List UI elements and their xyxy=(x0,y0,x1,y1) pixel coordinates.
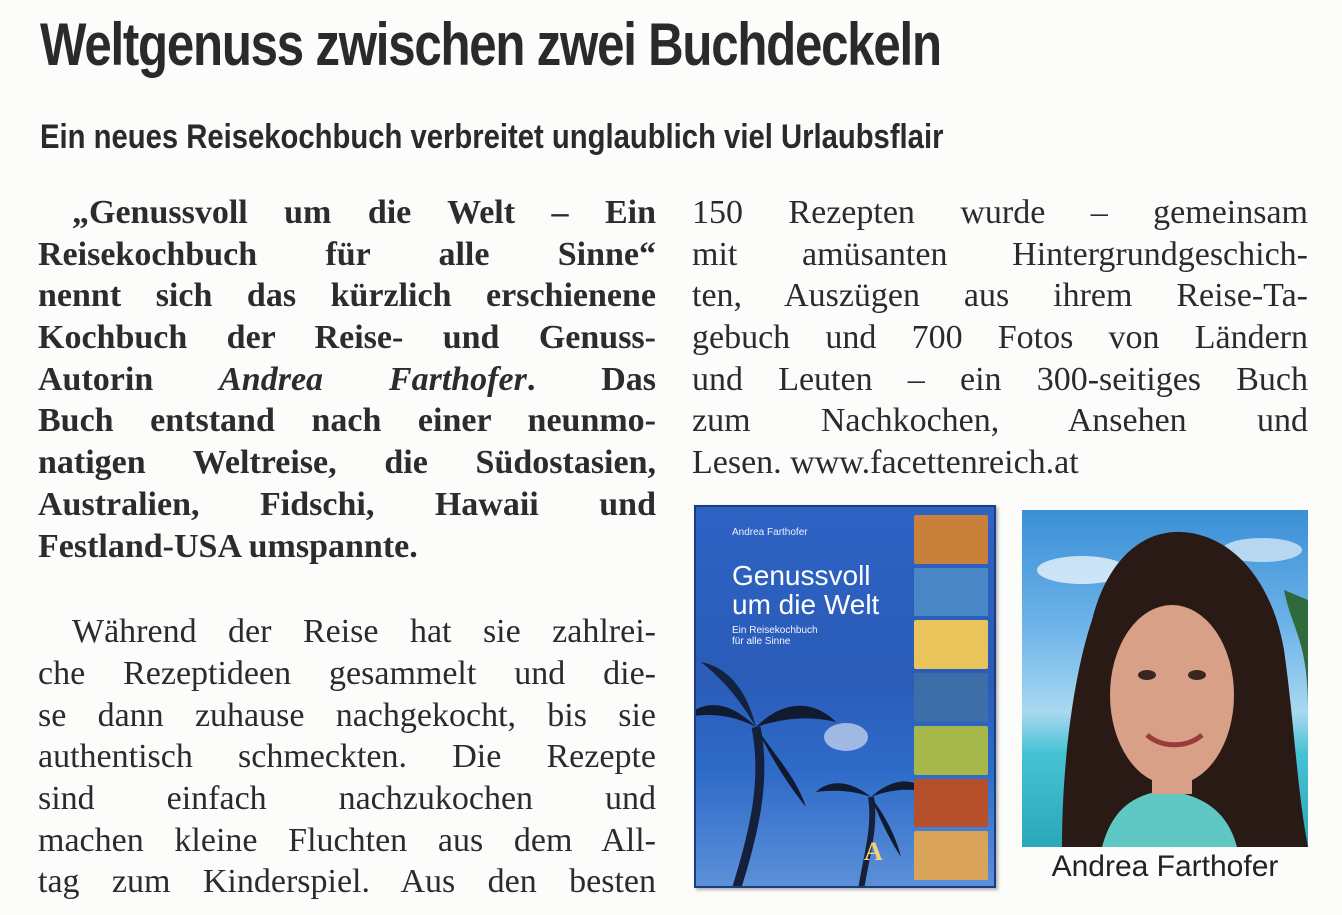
body-line: authentisch schmeckten. Die Rezepte xyxy=(38,738,656,776)
subheadline: Ein neues Reisekochbuch verbreitet unglaublich viel Urlaubsflair xyxy=(40,118,944,156)
body-line: ten, Auszügen aus ihrem Reise-Ta- xyxy=(692,277,1308,315)
palm-tree-illustration xyxy=(696,657,926,888)
lead-line-author xyxy=(38,359,656,401)
body-line: Während der Reise hat sie zahlrei- xyxy=(72,613,656,651)
body-line: und Leuten – ein 300-seitiges Buch xyxy=(692,360,1308,398)
body-line: se dann zuhause nachgekocht, bis sie xyxy=(38,696,656,734)
lead-line: „Genussvoll um die Welt – Ein xyxy=(72,194,656,231)
body-line: Lesen. www.facettenreich.at xyxy=(692,444,1079,482)
book-title xyxy=(732,561,879,619)
book-photo-tile xyxy=(914,515,988,564)
book-photo-strip xyxy=(914,515,988,880)
body-line: sind einfach nachzukochen und xyxy=(38,779,656,817)
book-photo-tile xyxy=(914,726,988,775)
book-photo-tile xyxy=(914,831,988,880)
body-line: tag zum Kinderspiel. Aus den besten xyxy=(38,863,656,901)
body-line: machen kleine Fluchten aus dem All- xyxy=(38,821,656,859)
lead-paragraph xyxy=(38,192,656,567)
author-portrait-image xyxy=(1022,510,1308,847)
portrait-caption: Andrea Farthofer xyxy=(1051,850,1279,883)
book-photo-tile xyxy=(914,568,988,617)
author-prefix: Autorin xyxy=(38,360,220,398)
body-line: mit amüsanten Hintergrundgeschich- xyxy=(692,235,1308,273)
portrait-illustration xyxy=(1022,510,1308,847)
body-line: che Rezeptideen gesammelt und die- xyxy=(38,654,656,692)
book-subtitle-line: Ein Reisekochbuch xyxy=(732,625,818,636)
lead-line: nennt sich das kürzlich erschienene xyxy=(38,277,656,315)
lead-line: Kochbuch der Reise- und Genuss- xyxy=(38,319,656,357)
book-subtitle xyxy=(732,625,818,647)
body-line: zum Nachkochen, Ansehen und xyxy=(692,402,1308,440)
author-suffix: . Das xyxy=(526,360,656,398)
book-photo-tile xyxy=(914,673,988,722)
body-paragraph xyxy=(38,611,656,903)
lead-line: Reisekochbuch für alle Sinne“ xyxy=(38,235,656,273)
lead-line: Australien, Fidschi, Hawaii und xyxy=(38,485,656,523)
book-author: Andrea Farthofer xyxy=(732,527,808,538)
book-photo-tile xyxy=(914,620,988,669)
author-name: Andrea Farthofer xyxy=(219,360,527,398)
lead-line: Buch entstand nach einer neunmo- xyxy=(38,402,656,440)
body-line: 150 Rezepten wurde – gemeinsam xyxy=(692,194,1308,231)
publisher-logo: A xyxy=(864,837,883,866)
body-line: gebuch und 700 Fotos von Ländern xyxy=(692,319,1308,357)
lead-line: natigen Weltreise, die Südostasien, xyxy=(38,444,656,482)
book-title-line: Genussvoll xyxy=(732,560,871,591)
article-right-column xyxy=(692,192,1308,484)
article-left-column xyxy=(38,192,656,903)
lead-line: Festland-USA umspannte. xyxy=(38,527,418,565)
book-subtitle-line: für alle Sinne xyxy=(732,636,791,647)
book-photo-tile xyxy=(914,779,988,828)
book-cover-image xyxy=(694,505,996,888)
headline: Weltgenuss zwischen zwei Buchdeckeln xyxy=(40,11,941,78)
book-title-line: um die Welt xyxy=(732,589,880,620)
